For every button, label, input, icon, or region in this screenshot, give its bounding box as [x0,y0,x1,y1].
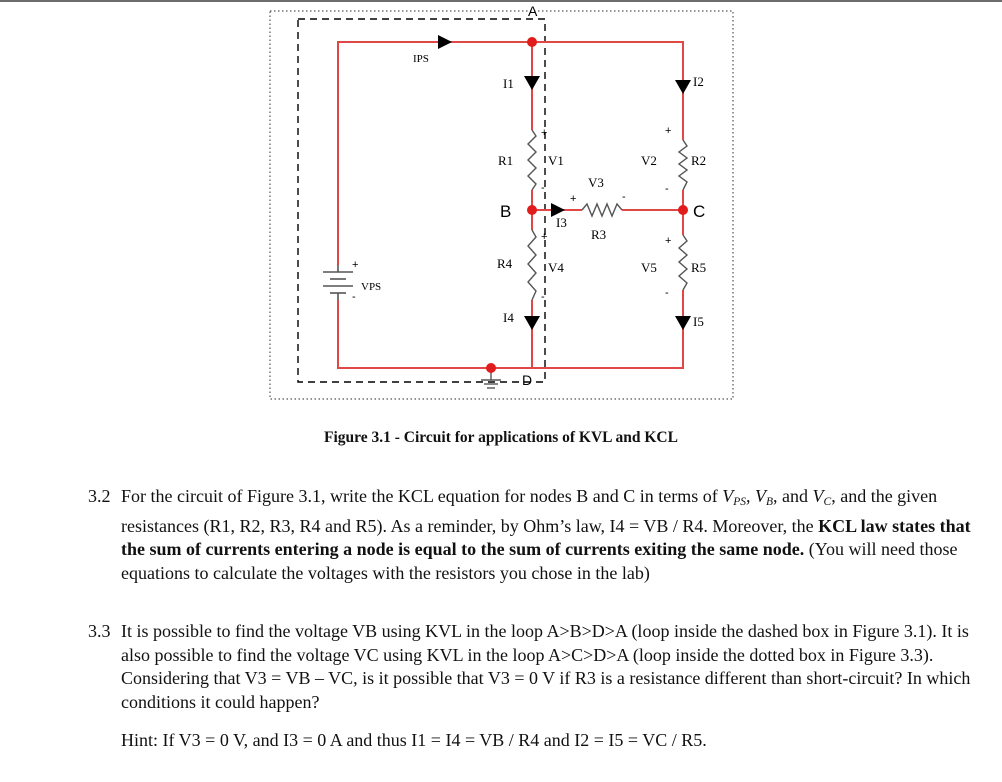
label-v4: V4 [548,260,564,275]
node-b-label: B [500,202,512,221]
q32-text-1: For the circuit of Figure 3.1, write the KCL equation for nodes B and C in terms of [121,486,718,506]
label-r1: R1 [498,153,514,168]
q32-text-4: , and the given resistances (R1, R2, R3, R4 and R5). As a reminder, by Ohm’s law, I4 = VB / R4. Moreover, the [121,486,938,536]
arrow-ips [438,35,452,49]
label-i4: I4 [503,310,514,325]
label-i5: I5 [693,314,704,329]
node-c-label: C [693,202,706,221]
svg-text:+: + [665,125,672,137]
node-a-label: A [528,3,538,19]
battery-vps [323,265,353,300]
label-v5: V5 [641,260,657,275]
q32-v-b: V [755,486,766,506]
svg-text:-: - [622,191,626,203]
resistor-r1 [528,130,536,190]
q32-v-ps: V [722,486,734,506]
question-number: 3.3 [88,621,111,641]
resistor-r3 [582,204,622,216]
q32-v-c-sub: C [823,496,832,508]
dashed-box [298,19,548,382]
label-i1: I1 [503,76,514,91]
arrow-i5 [675,316,691,330]
current-arrows [438,35,691,330]
label-ips: IPS [413,53,429,65]
q32-v-c: V [812,486,824,506]
label-v2: V2 [641,153,657,168]
hint-text: Hint: If V3 = 0 V, and I3 = 0 A and thus I1 = I4 = VB / R4 and I2 = I5 = VC / R5. [121,730,707,750]
svg-text:-: - [665,287,669,299]
q32-kcl-statement: KCL law states that the sum of currents entering a node is equal to the sum of currents exiting the same node. [121,515,971,560]
node-a-dot [527,37,537,47]
svg-text:+: + [665,235,672,247]
svg-text:+: + [541,231,548,243]
node-d-dot [486,363,496,373]
node-d-label: D [522,372,533,388]
resistor-r2 [679,140,687,190]
label-r3: R3 [591,227,607,242]
q32-text-3: , and [773,486,813,506]
label-r4: R4 [497,256,513,271]
q32-text-5: (You will need those equations to calculate the voltages with the resistors you chose in the lab) [121,539,958,583]
label-i3: I3 [556,215,567,230]
label-v1: V1 [548,153,564,168]
q33-text: It is possible to find the voltage VB using KVL in the loop A>B>D>A (loop inside the dashed box in Figure 3.1). It is also possible to find the voltage VC using KVL in the loop A>C>D>A (loop inside the dotted box in Figure 3.3). Considering that V3 = VB – VC, is it possible that V3 = 0 V if R3 is a resistance different than short-circuit? In which conditions it could happen? [121,621,971,712]
label-v3: V3 [588,175,604,190]
svg-text:+: + [541,127,548,139]
resistor-r5 [679,235,687,290]
arrow-i2 [675,80,691,94]
label-vps: VPS [361,281,382,293]
arrow-i1 [524,76,540,90]
svg-text:+: + [352,259,359,271]
node-b-dot [527,205,537,215]
polarity-marks [352,125,671,303]
label-i2: I2 [693,74,704,89]
label-r5: R5 [691,260,707,275]
figure-caption: Figure 3.1 - Circuit for applications of KVL and KCL [324,429,678,446]
q32-v-ps-sub: PS [733,496,746,508]
question-number: 3.2 [88,486,111,506]
question-3-2 [88,485,984,585]
question-3-3 [88,620,984,714]
svg-text:+: + [570,193,577,205]
node-c-dot [678,205,688,215]
svg-text:-: - [541,291,545,303]
arrow-i4 [524,316,540,330]
svg-text:-: - [352,291,356,303]
label-r2: R2 [691,153,707,168]
svg-text:-: - [541,182,545,194]
q32-text-2: , [746,486,755,506]
svg-text:-: - [665,183,669,195]
q32-v-b-sub: B [766,496,774,508]
resistor-r4 [528,230,536,300]
